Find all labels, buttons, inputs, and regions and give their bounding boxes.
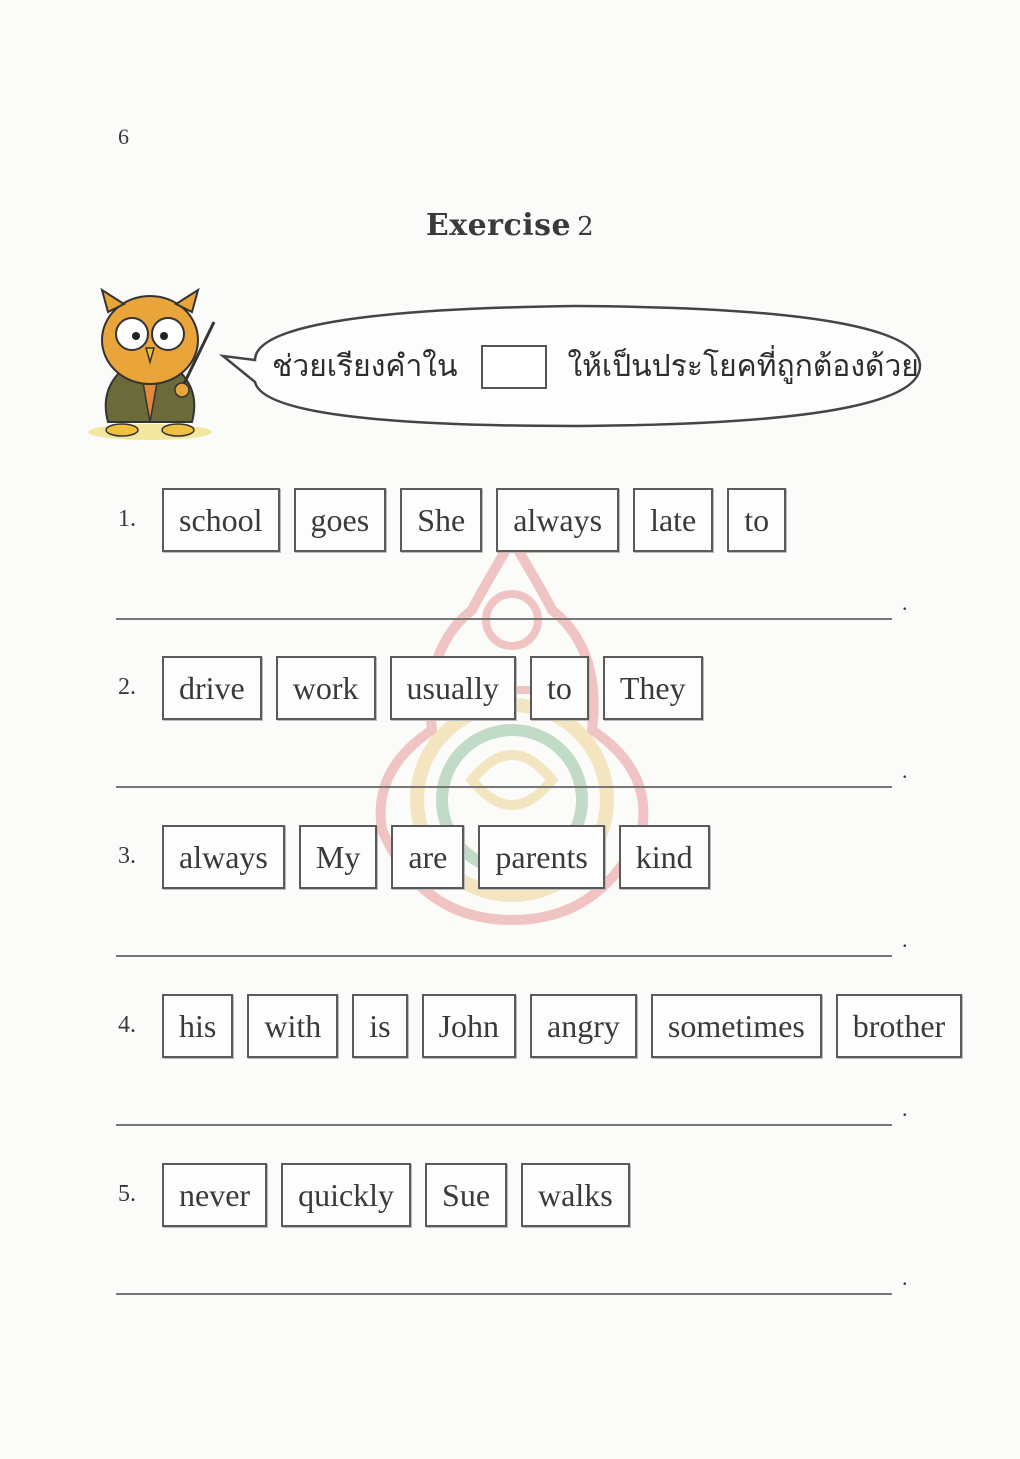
word-tiles xyxy=(162,994,962,1058)
word-tile[interactable]: always xyxy=(496,488,619,552)
word-tile[interactable]: parents xyxy=(478,825,604,889)
item-number: 2. xyxy=(118,674,136,700)
word-tile[interactable]: John xyxy=(422,994,516,1058)
item-number: 1. xyxy=(118,506,136,532)
word-tile[interactable]: She xyxy=(400,488,482,552)
answer-line[interactable] xyxy=(116,955,892,957)
instruction-after: ให้เป็นประโยคที่ถูกต้องด้วย xyxy=(567,349,919,384)
word-tile[interactable]: usually xyxy=(390,656,516,720)
owl-teacher-icon xyxy=(80,282,230,442)
word-tile[interactable]: angry xyxy=(530,994,637,1058)
answer-line[interactable] xyxy=(116,1124,892,1126)
line-end-period: . xyxy=(902,927,908,952)
word-tile[interactable]: school xyxy=(162,488,280,552)
line-end-period: . xyxy=(902,1265,908,1290)
word-tile[interactable]: his xyxy=(162,994,233,1058)
word-tile[interactable]: quickly xyxy=(281,1163,411,1227)
word-tile[interactable]: late xyxy=(633,488,713,552)
word-tile[interactable]: always xyxy=(162,825,285,889)
word-tile[interactable]: never xyxy=(162,1163,267,1227)
word-tile[interactable]: are xyxy=(391,825,464,889)
word-tile[interactable]: brother xyxy=(836,994,962,1058)
word-tile[interactable]: work xyxy=(276,656,376,720)
line-end-period: . xyxy=(902,590,908,615)
line-end-period: . xyxy=(902,1096,908,1121)
word-tile[interactable]: drive xyxy=(162,656,262,720)
answer-line[interactable] xyxy=(116,1293,892,1295)
word-tile[interactable]: to xyxy=(530,656,589,720)
page-number: 6 xyxy=(118,124,129,149)
item-number: 5. xyxy=(118,1181,136,1207)
page-title xyxy=(0,208,1020,243)
word-tile[interactable]: sometimes xyxy=(651,994,822,1058)
word-box-icon xyxy=(481,345,547,389)
word-tiles xyxy=(162,1163,630,1227)
word-tile[interactable]: Sue xyxy=(425,1163,507,1227)
word-tiles xyxy=(162,656,703,720)
word-tile[interactable]: goes xyxy=(294,488,387,552)
item-number: 4. xyxy=(118,1012,136,1038)
line-end-period: . xyxy=(902,758,908,783)
title-number: 2 xyxy=(577,212,595,242)
word-tile[interactable]: My xyxy=(299,825,377,889)
title-text: Exercise xyxy=(425,208,572,243)
word-tile[interactable]: walks xyxy=(521,1163,630,1227)
answer-line[interactable] xyxy=(116,786,892,788)
word-tile[interactable]: They xyxy=(603,656,703,720)
word-tile[interactable]: kind xyxy=(619,825,710,889)
word-tile[interactable]: to xyxy=(727,488,786,552)
word-tiles xyxy=(162,488,786,552)
answer-line[interactable] xyxy=(116,618,892,620)
word-tiles xyxy=(162,825,710,889)
word-tile[interactable]: with xyxy=(247,994,338,1058)
instruction xyxy=(272,343,919,390)
instruction-before: ช่วยเรียงคำใน xyxy=(272,349,458,384)
word-tile[interactable]: is xyxy=(352,994,407,1058)
item-number: 3. xyxy=(118,843,136,869)
